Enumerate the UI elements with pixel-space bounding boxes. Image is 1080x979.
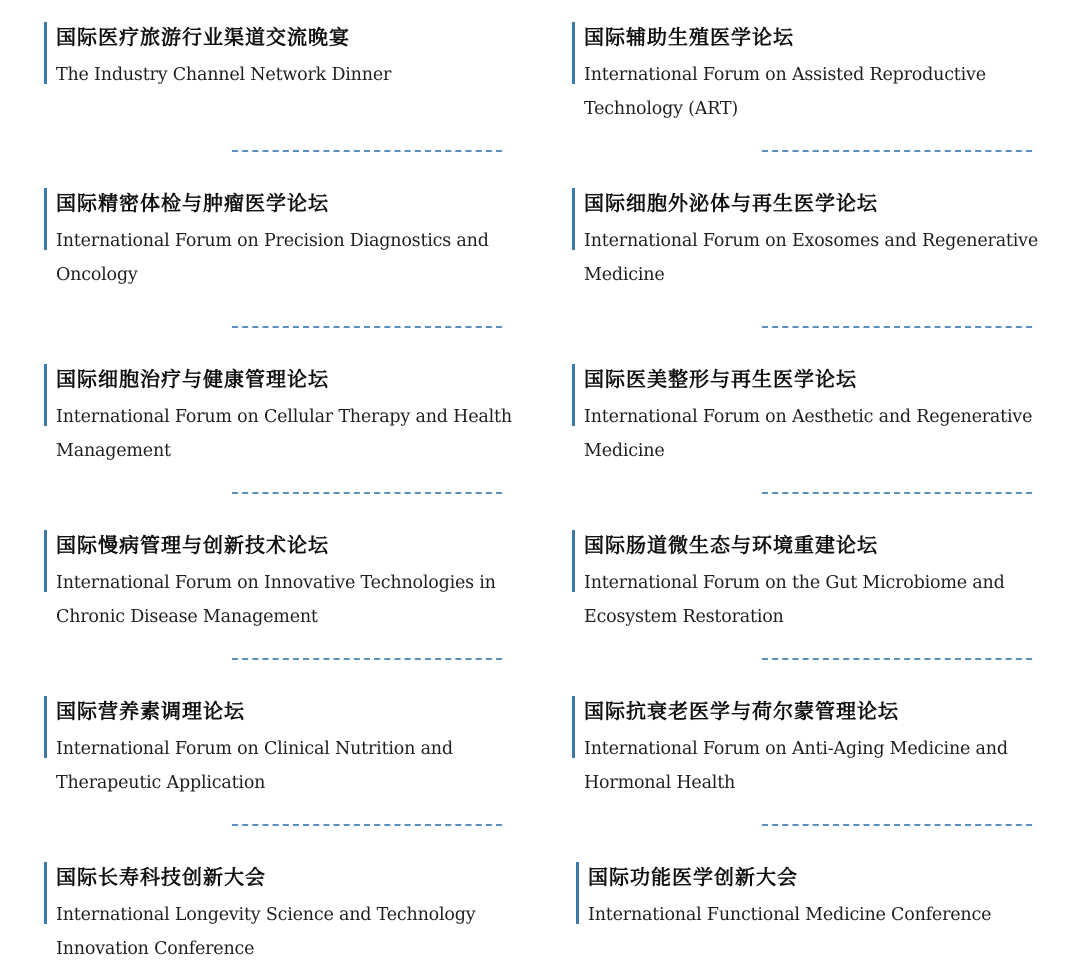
accent-bar: [572, 530, 575, 592]
accent-bar: [572, 188, 575, 250]
forum-title-en: International Forum on Innovative Technologies in Chronic Disease Management: [56, 573, 496, 627]
dashed-divider: [762, 492, 1032, 494]
dashed-divider: [232, 824, 502, 826]
accent-bar: [44, 188, 47, 250]
forum-title-en: International Functional Medicine Conference: [588, 905, 992, 925]
accent-bar: [44, 22, 47, 84]
dashed-divider: [232, 492, 502, 494]
forum-title-en: The Industry Channel Network Dinner: [56, 65, 392, 85]
dashed-divider: [762, 658, 1032, 660]
forum-title-zh: 国际细胞治疗与健康管理论坛: [56, 367, 329, 391]
forum-title-en: International Forum on Clinical Nutrition and Therapeutic Application: [56, 739, 453, 793]
forum-title-zh: 国际肠道微生态与环境重建论坛: [584, 533, 878, 557]
accent-bar: [576, 862, 579, 924]
forum-title-zh: 国际长寿科技创新大会: [56, 865, 266, 889]
forum-title-zh: 国际医美整形与再生医学论坛: [584, 367, 857, 391]
dashed-divider: [232, 326, 502, 328]
forum-title-zh: 国际细胞外泌体与再生医学论坛: [584, 191, 878, 215]
dashed-divider: [762, 824, 1032, 826]
accent-bar: [44, 696, 47, 758]
dashed-divider: [232, 150, 502, 152]
forum-title-en: International Forum on Exosomes and Regenerative Medicine: [584, 231, 1039, 285]
forum-title-zh: 国际营养素调理论坛: [56, 699, 245, 723]
forum-title-en: International Forum on Assisted Reproductive Technology (ART): [584, 65, 986, 119]
forum-title-en: International Forum on Precision Diagnostics and Oncology: [56, 231, 489, 285]
forum-title-en: International Forum on Anti-Aging Medicine and Hormonal Health: [584, 739, 1008, 793]
forum-title-en: International Forum on Cellular Therapy and Health Management: [56, 407, 512, 461]
dashed-divider: [762, 150, 1032, 152]
forum-title-en: International Forum on the Gut Microbiome and Ecosystem Restoration: [584, 573, 1005, 627]
forum-title-zh: 国际精密体检与肿瘤医学论坛: [56, 191, 329, 215]
forum-title-en: International Longevity Science and Technology Innovation Conference: [56, 905, 476, 959]
forum-title-zh: 国际辅助生殖医学论坛: [584, 25, 794, 49]
accent-bar: [44, 364, 47, 426]
accent-bar: [572, 696, 575, 758]
forum-title-zh: 国际慢病管理与创新技术论坛: [56, 533, 329, 557]
accent-bar: [572, 22, 575, 84]
dashed-divider: [232, 658, 502, 660]
forum-title-en: International Forum on Aesthetic and Regenerative Medicine: [584, 407, 1033, 461]
forum-title-zh: 国际功能医学创新大会: [588, 865, 798, 889]
dashed-divider: [762, 326, 1032, 328]
accent-bar: [572, 364, 575, 426]
forum-title-zh: 国际医疗旅游行业渠道交流晚宴: [56, 25, 350, 49]
forum-title-zh: 国际抗衰老医学与荷尔蒙管理论坛: [584, 699, 899, 723]
accent-bar: [44, 862, 47, 924]
accent-bar: [44, 530, 47, 592]
